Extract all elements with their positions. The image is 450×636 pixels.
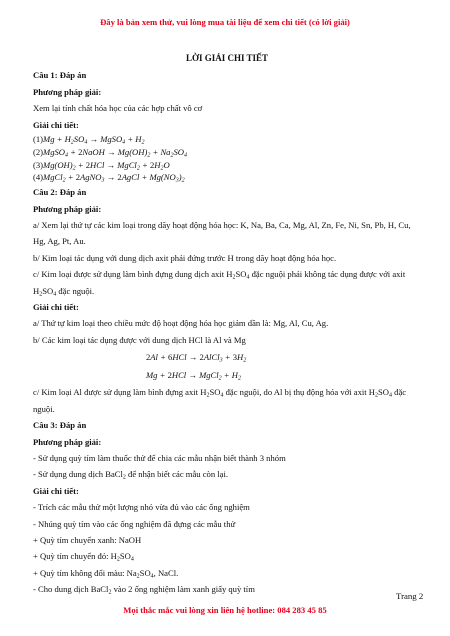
q3-heading: Câu 3: Đáp án <box>33 420 87 431</box>
q2-method-label: Phương pháp giải: <box>33 203 102 214</box>
preview-warning-banner: Đây là bản xem thử, vui lòng mua tài liệu để xem chi tiết (có lời giải) <box>100 17 350 27</box>
hotline-banner: Mọi thắc mắc vui lòng xin liên hệ hotline: 084 283 45 85 <box>123 605 327 615</box>
q2-equation-al: 2Al + 6HCl → 2AlCl$_3$ + $3H_2$ <box>146 352 247 364</box>
q1-method-text: Xem lại tính chất hóa học của các hợp chất vô cơ <box>33 103 203 114</box>
q2-method-a: a/ Xem lại thứ tự các kim loại trong dãy hoạt động hóa học: K, Na, Ba, Ca, Mg, Al, Zn, Fe, Ni, Sn, Pb, H, Cu, Hg, Ag, Pt, Au. <box>33 220 411 247</box>
q1-heading: Câu 1: Đáp án <box>33 70 87 81</box>
q3-detail-6: - Cho dung dịch BaCl$_2$ vào 2 ống nghiệm làm xanh giấy quỳ tím <box>33 584 255 596</box>
q2-detail-c: c/ Kim loại Al được sử dụng làm bình đựng axit $H_2SO_4$ đặc nguội, do Al bị thụ động hóa với axit $H_2SO_4$ đặc nguội. <box>33 387 407 414</box>
q3-detail-5: + Quỳ tím không đổi màu: $Na_2SO_4$, NaCl. <box>33 567 179 580</box>
q1-detail-label: Giải chi tiết: <box>33 119 79 130</box>
q3-detail-1: - Trích các mẫu thử một lượng nhỏ vừa đủ vào các ống nghiệm <box>33 502 250 513</box>
q3-method-2: - Sử dụng dung dịch BaCl$_2$ để nhận biết các mẫu còn lại. <box>33 469 229 481</box>
q3-detail-2: - Nhúng quỳ tím vào các ống nghiệm đã đựng các mẫu thử <box>33 518 236 529</box>
q2-detail-label: Giải chi tiết: <box>33 302 79 313</box>
q1-equations <box>33 133 421 184</box>
q2-equation-mg: Mg + 2HCl → MgCl$_2$ + $H_2$ <box>146 370 241 382</box>
q2-method-b: b/ Kim loại tác dụng với dung dịch axit phải đứng trước H trong dãy hoạt động hóa học. <box>33 252 337 263</box>
document-content <box>33 50 421 598</box>
q3-detail-3: + Quỳ tím chuyển xanh: NaOH <box>33 534 142 545</box>
q3-method-label: Phương pháp giải: <box>33 436 102 447</box>
page-number: Trang 2 <box>396 591 424 601</box>
q2-detail-b: b/ Các kim loại tác dụng được với dung dịch HCl là Al và Mg <box>33 334 246 345</box>
q2-detail-a: a/ Thứ tự kim loại theo chiều mức độ hoạt động hóa học giảm dần là: Mg, Al, Cu, Ag. <box>33 318 329 329</box>
q1-equation-4: (4)MgCl$_2$ + 2AgNO$_3$ → 2AgCl + $Mg(NO_3)_2$ <box>33 172 185 184</box>
q1-equation-2: (2)MgSO$_4$ + 2NaOH → $Mg(OH)_2 + Na_2SO_4$ <box>33 146 187 159</box>
q3-detail-label: Giải chi tiết: <box>33 485 79 496</box>
q1-equation-3: $(3)Mg(OH)_2 + 2HCl$ → MgCl$_2$ + $2H_2O$ <box>33 159 170 172</box>
q1-equation-1: $(1)Mg + H_2SO_4$ → MgSO$_4$ + $H_2$ <box>33 134 145 146</box>
q2-heading: Câu 2: Đáp án <box>33 187 87 198</box>
q1-method-label: Phương pháp giải: <box>33 86 102 97</box>
q2-method-c: c/ Kim loại được sử dụng làm bình đựng dung dịch axit $H_2SO_4$ đặc nguội phải không tác dụng được với axit $H_2SO_4$ đặc nguội. <box>33 269 406 298</box>
q3-method-1: - Sử dụng quỳ tím làm thuốc thử để chia các mẫu nhận biết thành 3 nhóm <box>33 452 286 463</box>
document-title: LỜI GIẢI CHI TIẾT <box>185 53 269 63</box>
q3-detail-4: + Quỳ tím chuyển đỏ: $H_2SO_4$ <box>33 551 134 563</box>
